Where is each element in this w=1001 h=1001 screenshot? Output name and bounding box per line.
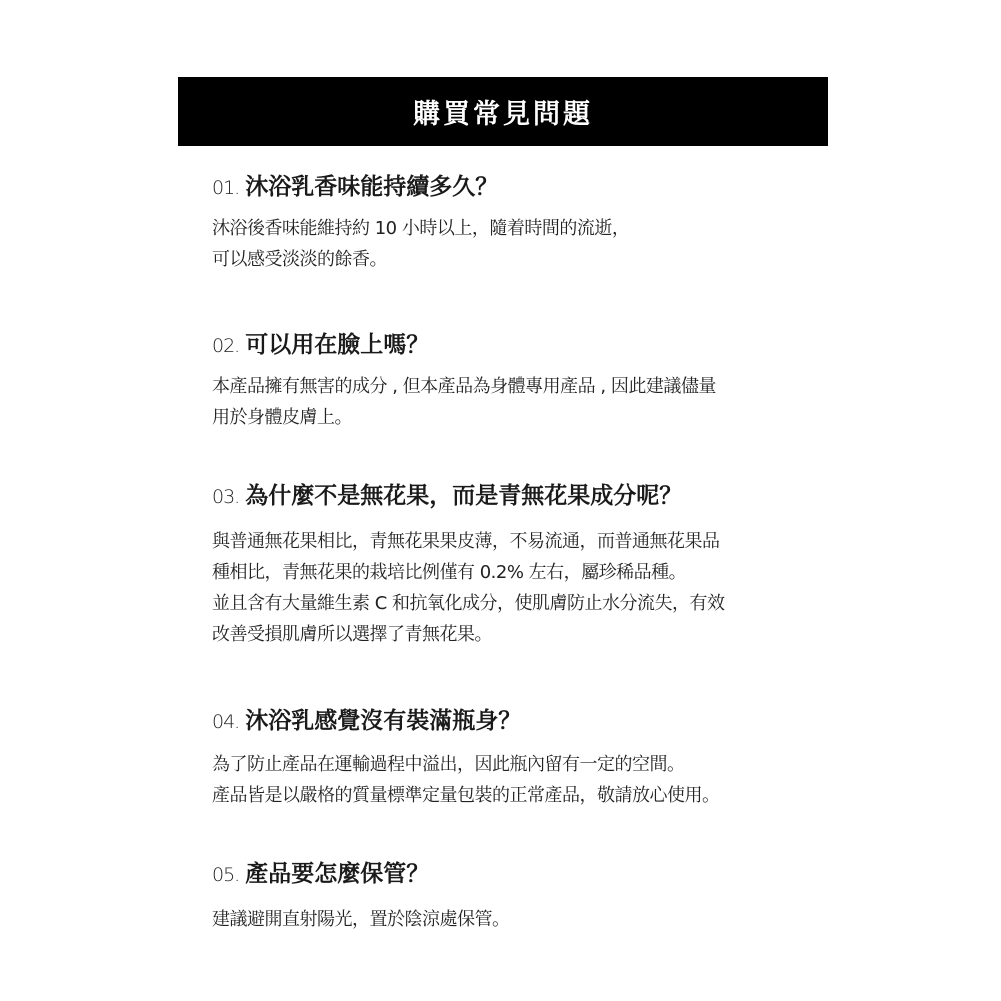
faq-question xyxy=(212,855,812,888)
question-text: 為什麼不是無花果，而是青無花果成分呢？ xyxy=(245,483,683,509)
question-text: 產品要怎麼保管？ xyxy=(245,861,430,887)
answer-line: 與普通無花果相比，青無花果果皮薄，不易流通，而普通無花果品 xyxy=(212,531,720,552)
answer-line: 並且含有大量維生素 C 和抗氧化成分，使肌膚防止水分流失，有效 xyxy=(212,593,725,614)
question-text: 可以用在臉上嗎？ xyxy=(245,332,430,358)
question-text: 沐浴乳感覺沒有裝滿瓶身？ xyxy=(245,708,522,734)
faq-item xyxy=(212,702,812,811)
faq-answer xyxy=(212,749,812,811)
faq-item xyxy=(212,168,812,275)
faq-item xyxy=(212,477,812,650)
question-number: 02. xyxy=(212,335,240,357)
question-number: 04. xyxy=(212,711,240,733)
faq-answer xyxy=(212,526,812,650)
question-number: 01. xyxy=(212,177,240,199)
faq-header-banner xyxy=(178,77,828,146)
faq-question xyxy=(212,168,812,201)
faq-item xyxy=(212,326,812,433)
faq-question xyxy=(212,702,812,735)
answer-line: 用於身體皮膚上。 xyxy=(212,407,352,428)
faq-answer xyxy=(212,371,812,433)
question-number: 03. xyxy=(212,486,240,508)
answer-line: 可以感受淡淡的餘香。 xyxy=(212,249,387,270)
faq-answer xyxy=(212,213,812,275)
page-title: 購買常見問題 xyxy=(413,99,593,130)
answer-line: 種相比，青無花果的栽培比例僅有 0.2% 左右，屬珍稀品種。 xyxy=(212,562,687,583)
faq-item xyxy=(212,855,812,935)
answer-line: 建議避開直射陽光，置於陰涼處保管。 xyxy=(212,909,510,930)
answer-line: 為了防止產品在運輸過程中溢出，因此瓶內留有一定的空間。 xyxy=(212,754,685,775)
answer-line: 產品皆是以嚴格的質量標準定量包裝的正常產品，敬請放心使用。 xyxy=(212,785,720,806)
answer-line: 本產品擁有無害的成分 , 但本產品為身體專用產品 , 因此建議儘量 xyxy=(212,376,716,397)
faq-answer xyxy=(212,904,812,935)
answer-line: 改善受損肌膚所以選擇了青無花果。 xyxy=(212,624,492,645)
faq-question xyxy=(212,326,812,359)
question-text: 沐浴乳香味能持續多久？ xyxy=(245,174,499,200)
question-number: 05. xyxy=(212,864,240,886)
faq-question xyxy=(212,477,812,510)
answer-line: 沐浴後香味能維持約 10 小時以上，隨着時間的流逝， xyxy=(212,218,630,239)
